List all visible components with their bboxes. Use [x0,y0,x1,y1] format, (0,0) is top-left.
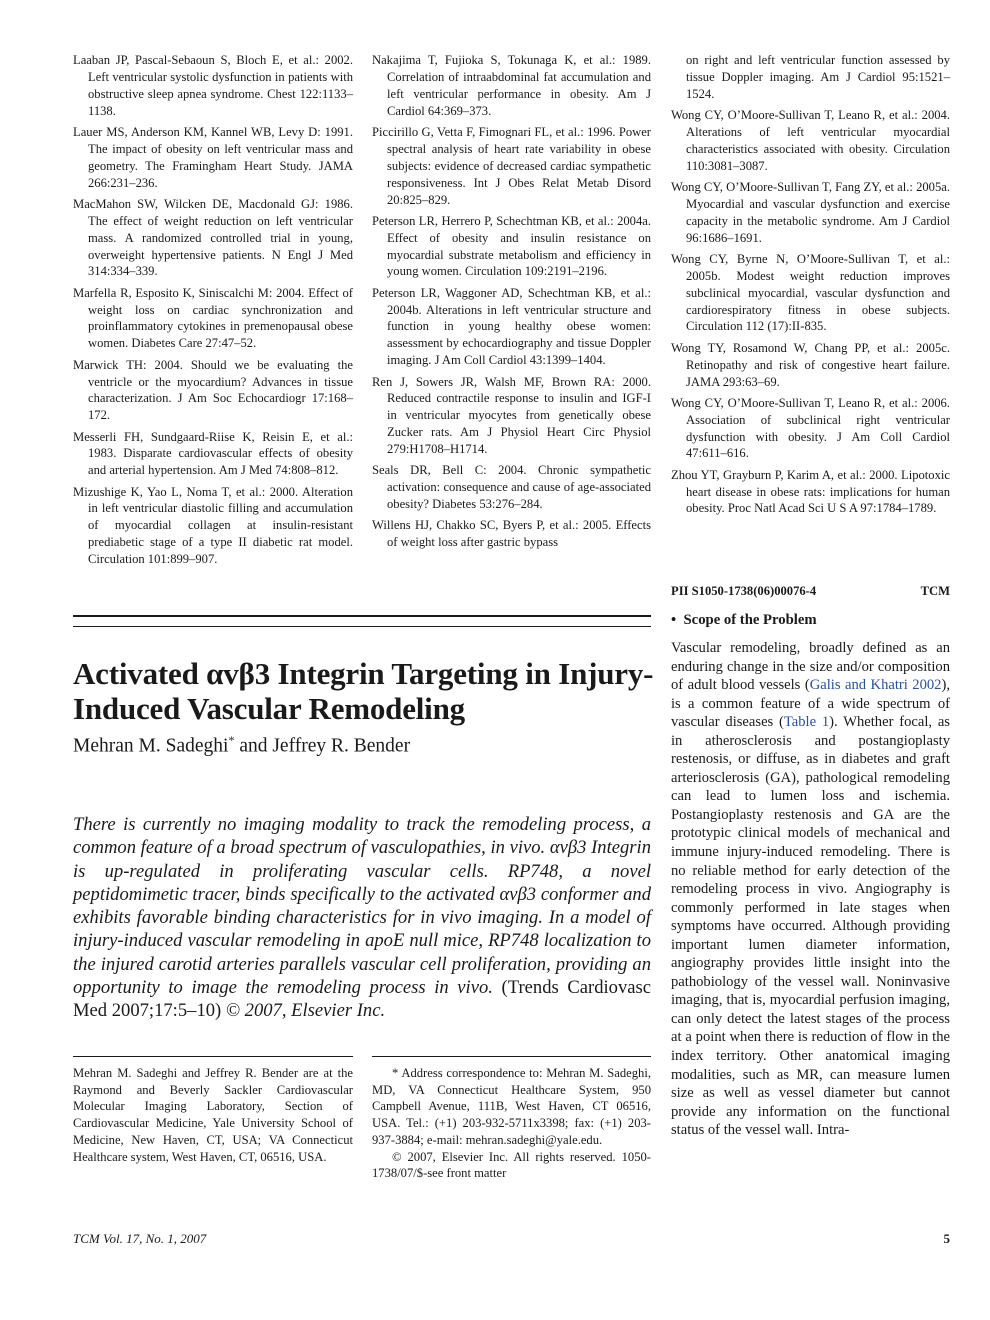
reference-item: Ren J, Sowers JR, Walsh MF, Brown RA: 2000. Reduced contractile response to insulin and IGF-I in ventricular myocytes from genetically obese Zucker rats. Am J Physiol Heart Circ Physiol 279:H1708–H1714. [372,374,651,457]
reference-item: Laaban JP, Pascal-Sebaoun S, Bloch E, et al.: 2002. Left ventricular systolic dysfunction in patients with obstructive sleep apnea syndrome. Chest 122:1133–1138. [73,53,353,118]
abstract-text: There is currently no imaging modality to track the remodeling process, a common feature of a broad spectrum of vasculopathies, in vivo. αvβ3 Integrin is up-regulated in proliferating vascular cells. RP748, a novel peptidomimetic tracer, binds specifically to the activated αvβ3 conformer and exhibits favorable binding characteristics for in vivo imaging. In a model of injury-induced vascular remodeling in apoE null mice, RP748 localization to the injured carotid arteries parallels vascular cell proliferation, providing an opportunity to image the remodeling process in vivo. [73,814,651,999]
body-text-2: ), is a common feature of a wide spectrum of vascular diseases ( [671,677,950,731]
corresponding-author-mark: * [228,733,235,747]
reference-item: Marfella R, Esposito K, Siniscalchi M: 2004. Effect of weight loss on cardiac synchronization and proinflammatory cytokines in premenopausal obese women. Diabetes Care 27:47–52. [73,285,353,351]
reference-item: Peterson LR, Herrero P, Schechtman KB, et al.: 2004a. Effect of obesity and insulin resistance on myocardial substrate metabolism and efficiency in young women. Circulation 109:2191–2196. [372,213,651,279]
correspondence-rule [372,1056,651,1057]
reference-continuation: on right and left ventricular function assessed by tissue Doppler imaging. Am J Cardiol 95:1521–1524. [686,53,950,101]
journal-footer: TCM Vol. 17, No. 1, 2007 [73,1231,207,1246]
author-affiliation [73,1065,353,1165]
reference-item: Willens HJ, Chakko SC, Byers P, et al.: 2005. Effects of weight loss after gastric bypass [372,518,651,550]
references-column-3 [671,52,950,522]
citation-link-galis[interactable]: Galis and Khatri 2002 [809,677,942,694]
reference-item: Zhou YT, Grayburn P, Karim A, et al.: 2000. Lipotoxic heart disease in obese rats: implications for human obesity. Proc Natl Acad Sci U S A 97:1784–1789. [671,467,950,516]
copyright-line: © 2007, Elsevier Inc. All rights reserved. 1050-1738/07/$-see front matter [372,1149,651,1181]
reference-item: Wong CY, Byrne N, O’Moore-Sullivan T, et al.: 2005b. Modest weight reduction improves subclinical myocardial, vascular dysfunction and cardiorespiratory fitness in obese subjects. Circulation 112 (17):II-835. [671,251,950,334]
article-authors [73,733,410,758]
abstract-copyright: © 2007, Elsevier Inc. [225,1000,386,1022]
references-column-2 [372,52,651,555]
reference-item: Mizushige K, Yao L, Noma T, et al.: 2000. Alteration in left ventricular diastolic filling and accumulation of myocardial collagen at insulin-resistant prediabetic stage of a type II diabetic rat model. Circulation 101:899–907. [73,484,353,567]
pii-line [671,584,950,599]
section-heading [671,612,817,629]
article-title: Activated αvβ3 Integrin Targeting in Injury-Induced Vascular Remodeling [73,656,654,726]
reference-item: Piccirillo G, Vetta F, Fimognari FL, et al.: 1996. Power spectral analysis of heart rate variability in obese subjects: evidence of decreased cardiac sympathetic responsiveness. Int J Obes Relat Metab Disord 20:825–829. [372,124,651,207]
affiliation-rule [73,1056,353,1057]
title-rule-thin [73,626,651,627]
journal-tag: TCM [920,584,950,598]
reference-item: Peterson LR, Waggoner AD, Schechtman KB, et al.: 2004b. Alterations in left ventricular structure and function in young healthy obese women: assessment by echocardiography and tissue Doppler imaging. J Am Coll Cardiol 43:1399–1404. [372,285,651,368]
section-title: Scope of the Problem [683,612,817,628]
citation: (Trends Cardiovasc Med 2007;17:5–10) [73,977,651,1022]
reference-item: Wong CY, O’Moore-Sullivan T, Fang ZY, et al.: 2005a. Myocardial and vascular dysfunction and exercise capacity in the metabolic syndrome. Am J Cardiol 96:1686–1691. [671,179,950,245]
reference-item: Wong TY, Rosamond W, Chang PP, et al.: 2005c. Retinopathy and risk of congestive heart failure. JAMA 293:63–69. [671,340,950,389]
author-second: and Jeffrey R. Bender [234,735,411,757]
reference-item: Wong CY, O’Moore-Sullivan T, Leano R, et al.: 2004. Alterations of left ventricular myocardial characteristics associated with obesity. Circulation 110:3081–3087. [671,108,950,173]
correspondence-block [372,1065,651,1182]
pii-code: PII S1050-1738(06)00076-4 [671,584,817,598]
reference-item: Messerli FH, Sundgaard-Riise K, Reisin E, et al.: 1983. Disparate cardiovascular effects of obesity and arterial hypertension. Am J Med 74:808–812. [73,429,353,478]
section-bullet: • [671,612,677,628]
page-number: 5 [943,1231,950,1246]
reference-item: Seals DR, Bell C: 2004. Chronic sympathetic activation: consequence and cause of age-associated obesity? Diabetes 53:276–284. [372,463,651,512]
affiliation-text: Mehran M. Sadeghi and Jeffrey R. Bender are at the Raymond and Beverly Sackler Cardiovascular Molecular Imaging Laboratory, Section of Cardiovascular Medicine, Yale University School of Medicine, New Haven, CT, USA; VA Connecticut Healthcare system, West Haven, CT, 06516, USA. [73,1066,353,1164]
table-1-link[interactable]: Table 1 [783,714,830,731]
reference-item: MacMahon SW, Wilcken DE, Macdonald GJ: 1986. The effect of weight reduction on left ventricular mass. A randomized controlled trial in young, overweight hypertensive patients. N Engl J Med 314:334–339. [73,196,353,279]
author-first: Mehran M. Sadeghi [73,735,229,757]
body-paragraph [671,639,950,1140]
reference-item: Wong CY, O’Moore-Sullivan T, Leano R, et al.: 2006. Association of subclinical right ventricular dysfunction with obesity. J Am Coll Cardiol 47:611–616. [671,395,950,461]
body-text-3: ). Whether focal, as in atherosclerosis and postangioplasty restenosis, or diffuse, as in diabetes and graft arteriosclerosis (GA), pathological remodeling can lead to lumen loss and ischemia. Postangioplasty restenosis and GA are the prototypic clinical models of mechanical and immune injury-induced remodeling. There is no reliable method for early detection of the remodeling process in vivo. Angiography is commonly performed in late stages when symptoms have occurred. Although providing important lumen diameter information, angiography provides little insight into the pathobiology of the vessel wall. Noninvasive imaging, that is, myocardial perfusion imaging, can only detect the latest stages of the process at a point when there is reduction of flow in the index territory. Other anatomical imaging modalities, such as MR, can measure lumen size as well as vessel diameter but cannot provide any information on the functional status of the vessel wall. Intra- [671,714,950,1139]
title-rule-thick [73,615,651,617]
correspondence-address: * Address correspondence to: Mehran M. Sadeghi, MD, VA Connecticut Healthcare System, 950 Campbell Avenue, 111B, West Haven, CT 06516, USA. Tel.: (+1) 203-932-5711x3398; fax: (+1) 203-937-3884; e-mail: mehran.sadeghi@yale.edu. [372,1066,651,1147]
reference-item: Marwick TH: 2004. Should we be evaluating the ventricle or the myocardium? Advances in tissue characterization. J Am Soc Echocardiogr 17:168–172. [73,357,353,423]
body-text-1: Vascular remodeling, broadly defined as an enduring change in the size and/or composition of adult blood vessels ( [671,640,950,694]
references-column-1 [73,52,353,572]
reference-item: Lauer MS, Anderson KM, Kannel WB, Levy D: 1991. The impact of obesity on left ventricular mass and geometry. The Framingham Heart Study. JAMA 266:231–236. [73,124,353,190]
reference-item: Nakajima T, Fujioka S, Tokunaga K, et al.: 1989. Correlation of intraabdominal fat accumulation and left ventricular performance in obesity. Am J Cardiol 64:369–373. [372,53,651,118]
abstract [73,813,651,1023]
